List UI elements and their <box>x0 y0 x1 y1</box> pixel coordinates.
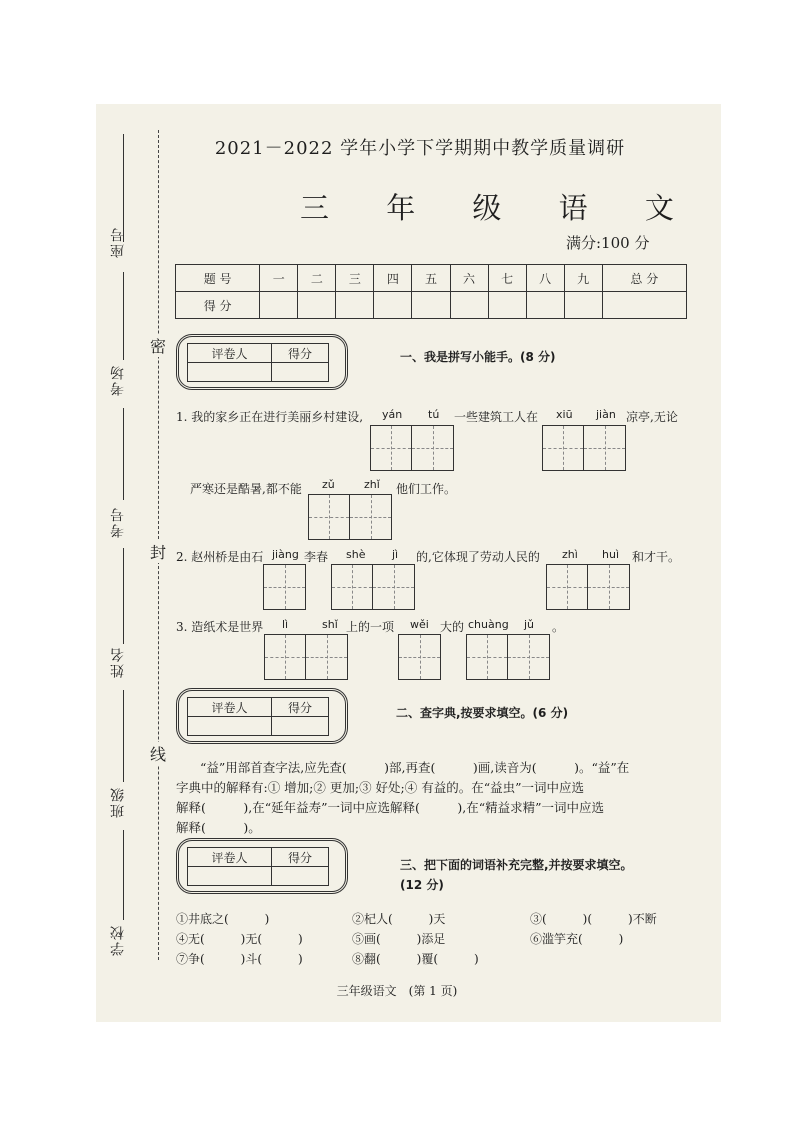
answer-grid[interactable] <box>308 494 392 540</box>
score-header-cell: 七 <box>488 265 526 292</box>
score-cell[interactable] <box>488 292 526 319</box>
pinyin-jiang: jiàng <box>272 548 299 561</box>
reviewer-cell[interactable] <box>188 867 272 886</box>
pinyin-ji: jì <box>392 548 399 561</box>
pinyin-tu: tú <box>428 408 440 421</box>
pinyin-zu: zǔ <box>322 478 335 491</box>
pinyin-zhi: zhì <box>562 548 578 561</box>
score-header-cell: 九 <box>564 265 602 292</box>
binding-line <box>123 272 124 360</box>
section3-heading: 三、把下面的词语补充完整,并按要求填空。 <box>400 858 633 872</box>
class-label: 班级 <box>110 786 126 818</box>
section2-line: 解释( )。 <box>176 820 261 835</box>
grader-box <box>176 688 348 744</box>
pinyin-li: lì <box>282 618 289 631</box>
q3-text: 3. 造纸术是世界 <box>176 620 264 634</box>
score-table-header-row <box>176 265 687 292</box>
answer-grid[interactable] <box>398 634 441 680</box>
section2-line: 解释( ),在“延年益寿”一词中应选解释( ),在“精益求精”一词中应选 <box>176 800 605 815</box>
section1-heading: 一、我是拼写小能手。(8 分) <box>400 350 556 364</box>
score-label: 得分 <box>272 848 329 867</box>
pinyin-she: shè <box>346 548 366 561</box>
q1-text: 严寒还是酷暑,都不能 <box>190 482 302 496</box>
pinyin-zhi: zhǐ <box>364 478 380 491</box>
exam-number-label: 考号 <box>110 506 126 538</box>
score-cell[interactable] <box>526 292 564 319</box>
answer-grid[interactable] <box>542 425 626 471</box>
page-footer: 三年级语文 (第 1 页) <box>336 984 458 998</box>
school-label: 学校 <box>110 924 126 956</box>
q2-text: 2. 赵州桥是由石 <box>176 550 264 564</box>
score-table <box>175 264 687 319</box>
score-header-cell: 二 <box>298 265 336 292</box>
pinyin-chuang: chuàng <box>468 618 509 631</box>
name-label: 姓名 <box>110 646 126 678</box>
idiom-item: ③( )( )不断 <box>530 912 657 926</box>
score-cell[interactable] <box>602 292 686 319</box>
score-cell[interactable] <box>564 292 602 319</box>
score-header-cell: 五 <box>412 265 450 292</box>
score-header-cell: 一 <box>260 265 298 292</box>
seal-char-mi: 密 <box>150 334 166 357</box>
room-label: 考场 <box>110 364 126 396</box>
score-cell[interactable] <box>374 292 412 319</box>
idiom-item: ⑧翻( )覆( ) <box>352 952 479 966</box>
grader-score-cell[interactable] <box>272 867 329 886</box>
reviewer-label: 评卷人 <box>188 848 272 867</box>
idiom-item: ①井底之( ) <box>176 912 270 926</box>
score-header-cell: 总 分 <box>602 265 686 292</box>
idiom-item: ⑦争( )斗( ) <box>176 952 303 966</box>
pinyin-jian: jiàn <box>596 408 616 421</box>
score-row-label: 得 分 <box>176 292 260 319</box>
score-cell[interactable] <box>450 292 488 319</box>
answer-grid[interactable] <box>263 564 306 610</box>
answer-grid[interactable] <box>264 634 348 680</box>
section2-paragraph <box>176 758 686 838</box>
score-cell[interactable] <box>260 292 298 319</box>
q2-text: 的,它体现了劳动人民的 <box>416 550 540 564</box>
section2-heading: 二、查字典,按要求填空。(6 分) <box>396 706 569 720</box>
exam-title: 2021－2022 学年小学下学期期中教学质量调研 <box>214 138 626 159</box>
idiom-item: ④无( )无( ) <box>176 932 303 946</box>
seal-char-xian: 线 <box>150 742 166 765</box>
score-header-cell: 三 <box>336 265 374 292</box>
section3-heading-score: (12 分) <box>400 878 444 892</box>
answer-grid[interactable] <box>370 425 454 471</box>
grader-score-cell[interactable] <box>272 717 329 736</box>
full-score: 满分:100 分 <box>566 234 650 252</box>
score-header-cell: 四 <box>374 265 412 292</box>
section2-line: 字典中的解释有:① 增加;② 更加;③ 好处;④ 有益的。在“益虫”一词中应选 <box>176 780 585 795</box>
score-header-cell: 六 <box>450 265 488 292</box>
q3-text: 上的一项 <box>346 620 395 634</box>
score-header-cell: 题 号 <box>176 265 260 292</box>
answer-grid[interactable] <box>546 564 630 610</box>
seal-char-feng: 封 <box>150 540 166 563</box>
score-table-score-row <box>176 292 687 319</box>
idiom-item: ②杞人( )天 <box>352 912 446 926</box>
pinyin-hui: huì <box>602 548 619 561</box>
pinyin-shi: shǐ <box>322 618 338 631</box>
score-label: 得分 <box>272 698 329 717</box>
reviewer-label: 评卷人 <box>188 698 272 717</box>
q1-text: 他们工作。 <box>396 482 457 496</box>
score-cell[interactable] <box>336 292 374 319</box>
score-cell[interactable] <box>298 292 336 319</box>
score-header-cell: 八 <box>526 265 564 292</box>
q2-text: 李春 <box>304 550 329 564</box>
reviewer-label: 评卷人 <box>188 344 272 363</box>
pinyin-yan: yán <box>382 408 403 421</box>
q3-text: 大的 <box>440 620 465 634</box>
binding-line <box>123 690 124 782</box>
pinyin-ju: jǔ <box>524 618 535 631</box>
subject-title: 三 年 级 语 文 <box>300 191 698 225</box>
reviewer-cell[interactable] <box>188 363 272 382</box>
q3-text: 。 <box>552 620 565 634</box>
answer-grid[interactable] <box>466 634 550 680</box>
score-label: 得分 <box>272 344 329 363</box>
q2-text: 和才干。 <box>632 550 681 564</box>
q1-text: 凉亭,无论 <box>626 410 678 424</box>
grader-score-cell[interactable] <box>272 363 329 382</box>
idiom-item: ⑥滥竽充( ) <box>530 932 624 946</box>
idiom-item: ⑤画( )添足 <box>352 932 446 946</box>
section2-line: “益”用部首查字法,应先查( )部,再查( )画,读音为( )。“益”在 <box>200 760 630 775</box>
binding-line <box>123 408 124 500</box>
seat-label: 座号 <box>110 226 126 258</box>
pinyin-xiu: xiū <box>556 408 573 421</box>
pinyin-wei: wěi <box>410 618 429 631</box>
score-cell[interactable] <box>412 292 450 319</box>
grader-box <box>176 838 348 894</box>
reviewer-cell[interactable] <box>188 717 272 736</box>
grader-box <box>176 334 348 390</box>
binding-line <box>123 548 124 644</box>
q1-text: 一些建筑工人在 <box>454 410 539 424</box>
answer-grid[interactable] <box>331 564 415 610</box>
q1-text: 1. 我的家乡正在进行美丽乡村建设, <box>176 410 364 424</box>
binding-line <box>123 830 124 920</box>
